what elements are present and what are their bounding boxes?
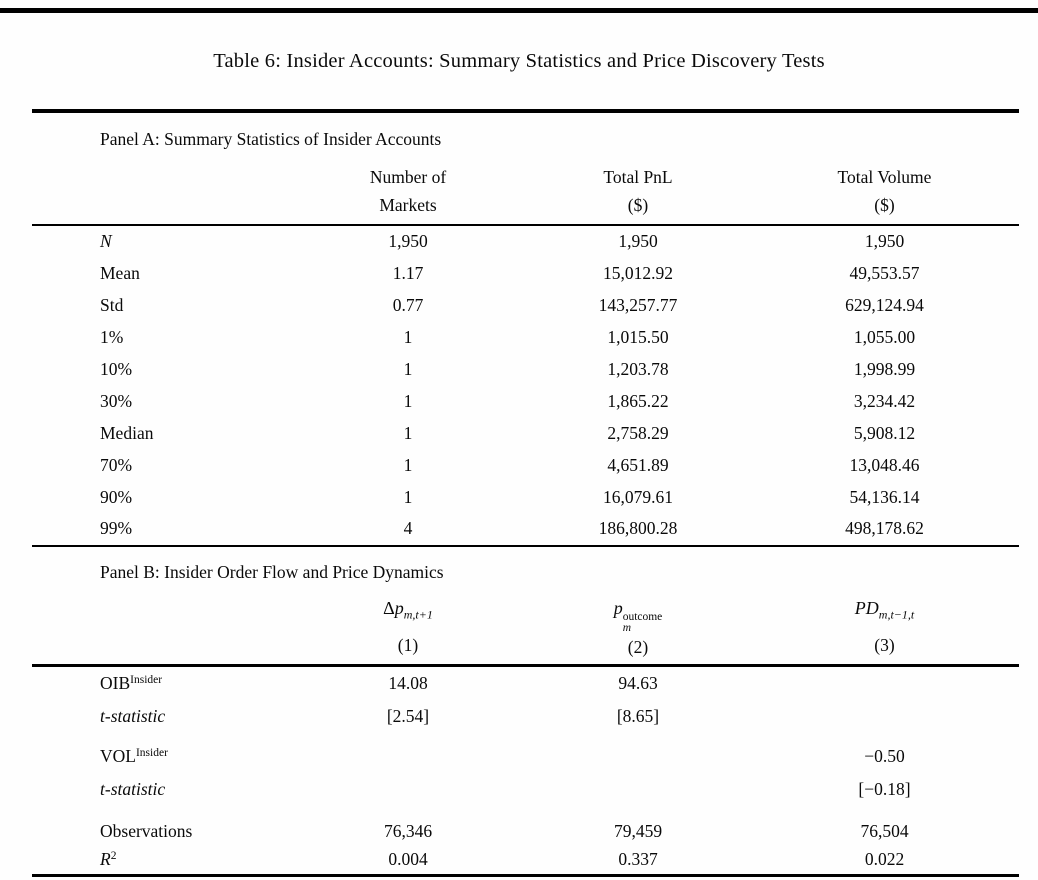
model-number: (2) bbox=[627, 637, 649, 658]
cell-volume: 49,553.57 bbox=[849, 263, 920, 284]
table-row bbox=[32, 322, 1019, 354]
row-label: 70% bbox=[100, 454, 133, 475]
cell-pnl: 1,015.50 bbox=[607, 327, 669, 348]
cell-volume: 1,950 bbox=[864, 231, 905, 252]
table-title: Table 6: Insider Accounts: Summary Statistics and Price Discovery Tests bbox=[213, 50, 825, 72]
cell-markets: 1 bbox=[403, 359, 413, 379]
cell-coef: −0.50 bbox=[864, 745, 905, 766]
cell-volume: 54,136.14 bbox=[849, 486, 920, 507]
table-row bbox=[32, 817, 1019, 846]
cell-volume: 13,048.46 bbox=[849, 454, 920, 475]
cell-markets: 1 bbox=[403, 390, 413, 411]
row-label: Mean bbox=[100, 263, 140, 284]
cell-r-squared: 0.022 bbox=[864, 849, 905, 870]
row-label: t-statistic bbox=[100, 778, 166, 799]
cell-tstat: [−0.18] bbox=[858, 778, 911, 799]
panel-a-rows bbox=[32, 226, 1019, 545]
table-row bbox=[32, 449, 1019, 481]
cell-volume: 629,124.94 bbox=[845, 295, 924, 316]
row-label: 10% bbox=[100, 359, 133, 379]
table-row bbox=[32, 700, 1019, 733]
cell-pnl: 4,651.89 bbox=[607, 454, 669, 475]
cell-tstat: [2.54] bbox=[386, 705, 430, 726]
cell-markets: 1 bbox=[403, 422, 413, 443]
cell-markets: 1 bbox=[403, 327, 413, 348]
cell-pnl: 15,012.92 bbox=[603, 263, 673, 284]
table-row bbox=[32, 290, 1019, 322]
top-edge-rule bbox=[0, 8, 1038, 13]
table-row bbox=[32, 481, 1019, 513]
row-label: $VOL^{Insider}$ bbox=[100, 745, 168, 766]
table-row bbox=[32, 513, 1019, 545]
cell-volume: 5,908.12 bbox=[853, 422, 916, 443]
cell-tstat: [8.65] bbox=[616, 705, 660, 726]
cell-markets: 1,950 bbox=[388, 231, 428, 252]
row-spacer bbox=[32, 733, 1019, 740]
table-row bbox=[32, 667, 1019, 700]
cell-markets: 1 bbox=[403, 486, 413, 507]
table-row bbox=[32, 846, 1019, 874]
cell-volume: 3,234.42 bbox=[853, 390, 916, 411]
table-row bbox=[32, 385, 1019, 417]
panel-a-column-headers bbox=[32, 152, 1019, 224]
row-label: Observations bbox=[100, 820, 193, 841]
cell-pnl: 1,865.22 bbox=[607, 390, 669, 411]
cell-markets: 0.77 bbox=[392, 295, 424, 316]
row-label: Median bbox=[100, 422, 154, 443]
table-row bbox=[32, 740, 1019, 773]
cell-volume: 1,055.00 bbox=[853, 327, 916, 348]
cell-markets: 1.17 bbox=[392, 263, 424, 284]
cell-pnl: 1,203.78 bbox=[607, 359, 669, 379]
model-number: (3) bbox=[874, 635, 895, 655]
cell-observations: 76,346 bbox=[383, 820, 433, 841]
table-row bbox=[32, 417, 1019, 449]
cell-pnl: 186,800.28 bbox=[598, 518, 678, 539]
bottom-rule bbox=[32, 874, 1019, 878]
column-header-volume: Total Volume ($) bbox=[837, 166, 932, 215]
column-header-pd: $PD_{m,t-1,t}$ (3) bbox=[750, 591, 1019, 661]
model-number: (1) bbox=[397, 635, 419, 655]
panel-b-heading: Panel B: Insider Order Flow and Price Dynamics bbox=[100, 562, 444, 583]
cell-markets: 1 bbox=[403, 454, 413, 475]
cell-volume: 498,178.62 bbox=[845, 518, 924, 539]
table-row bbox=[32, 226, 1019, 258]
cell-markets: 4 bbox=[403, 518, 413, 539]
cell-r-squared: 0.004 bbox=[388, 849, 428, 870]
cell-pnl: 1,950 bbox=[618, 231, 658, 252]
row-label: N bbox=[100, 231, 112, 252]
panel-a-heading: Panel A: Summary Statistics of Insider Accounts bbox=[100, 128, 442, 149]
row-label: 90% bbox=[100, 486, 133, 507]
cell-pnl: 16,079.61 bbox=[603, 486, 673, 507]
row-label: t-statistic bbox=[100, 705, 166, 726]
column-header-p-outcome: p outcome m (2) bbox=[526, 591, 750, 661]
cell-coef: 94.63 bbox=[618, 672, 658, 693]
row-label: Std bbox=[100, 295, 124, 316]
cell-observations: 76,504 bbox=[860, 820, 909, 841]
column-header-delta-p: $\Delta p_{m,t+1}$ (1) bbox=[290, 591, 526, 661]
panel-b-rows bbox=[32, 667, 1019, 874]
row-label: $OIB^{Insider}$ bbox=[100, 672, 163, 693]
row-spacer bbox=[32, 806, 1019, 817]
cell-pnl: 2,758.29 bbox=[607, 422, 669, 443]
cell-observations: 79,459 bbox=[613, 820, 663, 841]
summary-statistics-table bbox=[32, 109, 1019, 877]
column-header-empty bbox=[32, 591, 290, 661]
panel-b-column-headers bbox=[32, 585, 1019, 664]
cell-pnl: 143,257.77 bbox=[598, 295, 678, 316]
cell-coef: 14.08 bbox=[388, 672, 428, 693]
row-label: 1% bbox=[100, 327, 124, 348]
row-label: 99% bbox=[100, 518, 133, 539]
row-label: $R^2$ bbox=[100, 849, 117, 870]
row-label: 30% bbox=[100, 390, 133, 411]
column-header-empty bbox=[32, 163, 290, 219]
table-row bbox=[32, 258, 1019, 290]
cell-r-squared: 0.337 bbox=[618, 849, 658, 870]
column-header-pnl: Total PnL ($) bbox=[603, 166, 673, 215]
table-row bbox=[32, 354, 1019, 386]
cell-volume: 1,998.99 bbox=[853, 359, 916, 379]
column-header-markets: Number of Markets bbox=[369, 166, 447, 215]
table-row bbox=[32, 773, 1019, 806]
